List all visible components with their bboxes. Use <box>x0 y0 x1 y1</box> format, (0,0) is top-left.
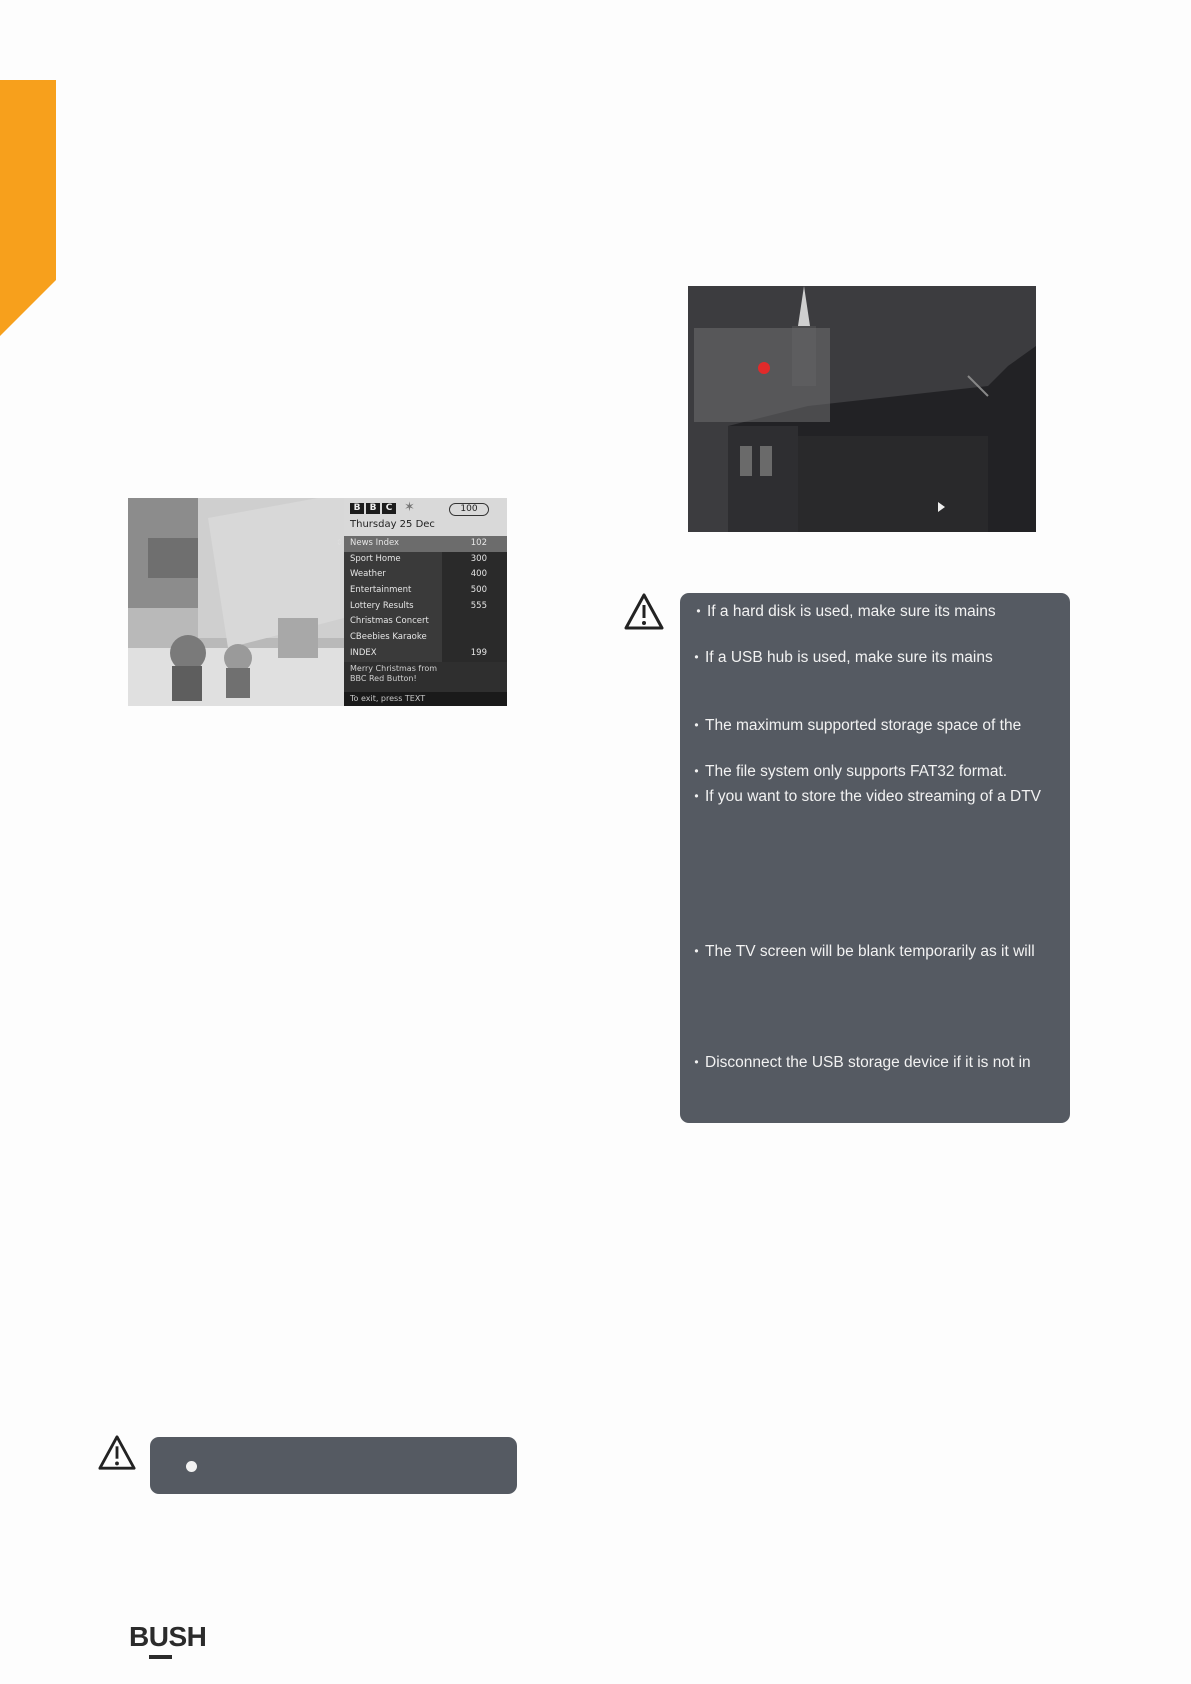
note-item <box>688 715 1021 736</box>
note-item <box>688 786 1041 807</box>
note-item <box>688 1052 1031 1073</box>
teletext-item-label: Lottery Results <box>350 600 414 611</box>
warning-triangle-icon <box>623 592 665 632</box>
note-text: If you want to store the video streaming of a DTV <box>705 788 1041 805</box>
recording-overlay-panel <box>694 328 830 422</box>
teletext-menu-item[interactable] <box>344 630 507 646</box>
play-icon <box>938 502 945 512</box>
teletext-item-page: 555 <box>470 600 487 611</box>
teletext-item-label: Christmas Concert <box>350 616 429 627</box>
bush-logo <box>129 1621 206 1653</box>
teletext-screenshot <box>128 498 507 706</box>
teletext-item-label: CBeebies Karaoke <box>350 632 427 643</box>
logo-letter: B <box>129 1621 149 1652</box>
logo-letter: U <box>148 1621 169 1652</box>
teletext-menu-item[interactable] <box>344 552 507 568</box>
teletext-menu-item[interactable] <box>344 536 507 552</box>
note-text: The TV screen will be blank temporarily as it will <box>705 943 1035 960</box>
teletext-item-page: 199 <box>470 647 487 658</box>
star-icon: ✶ <box>404 500 415 515</box>
note-item <box>688 941 1035 962</box>
teletext-item-label: Sport Home <box>350 553 401 564</box>
record-dot-icon <box>758 362 770 374</box>
teletext-item-page: 102 <box>470 538 487 548</box>
teletext-exit-hint: To exit, press TEXT <box>344 692 507 706</box>
teletext-date: Thursday 25 Dec <box>350 519 435 530</box>
teletext-item-label: Entertainment <box>350 585 412 596</box>
bbc-logo-letter: B <box>366 503 380 514</box>
note-text: If a USB hub is used, make sure its mains <box>705 649 993 666</box>
bbc-logo <box>350 503 396 514</box>
teletext-page-number: 100 <box>449 503 489 516</box>
teletext-item-label: News Index <box>350 538 400 548</box>
warning-triangle-icon <box>97 1434 137 1472</box>
teletext-index-panel <box>336 498 507 706</box>
teletext-item-page: 500 <box>470 585 487 596</box>
teletext-item-page: 400 <box>470 569 487 580</box>
note-item <box>688 647 993 668</box>
note-item <box>690 601 996 622</box>
note-text: If a hard disk is used, make sure its mains <box>707 603 996 620</box>
teletext-merry-message: Merry Christmas from BBC Red Button! <box>344 662 507 692</box>
teletext-item-label: Weather <box>350 569 386 580</box>
bbc-logo-letter: C <box>382 503 396 514</box>
teletext-menu-item[interactable] <box>344 646 507 662</box>
teletext-item-label: INDEX <box>350 647 377 658</box>
teletext-menu-item[interactable] <box>344 583 507 599</box>
orange-section-tab <box>0 80 56 336</box>
teletext-menu-item[interactable] <box>344 567 507 583</box>
teletext-background-scene <box>128 498 344 706</box>
teletext-menu-item[interactable] <box>344 614 507 630</box>
warning-note-box <box>150 1437 517 1494</box>
teletext-header <box>344 498 507 536</box>
bbc-logo-letter: B <box>350 503 364 514</box>
teletext-item-page: 300 <box>470 553 487 564</box>
logo-letter: SH <box>168 1621 207 1652</box>
note-text: Disconnect the USB storage device if it is not in <box>705 1054 1031 1071</box>
teletext-menu-list <box>344 536 507 662</box>
recording-screenshot <box>688 286 1036 532</box>
note-item <box>688 761 1007 782</box>
note-text: The file system only supports FAT32 format. <box>705 763 1008 780</box>
scroll-arrows-icon: ⇕ <box>336 538 343 547</box>
bullet-dot-icon <box>186 1461 197 1472</box>
usb-notes-box <box>680 593 1070 1123</box>
note-text: The maximum supported storage space of the <box>705 717 1022 734</box>
teletext-menu-item[interactable] <box>344 599 507 615</box>
